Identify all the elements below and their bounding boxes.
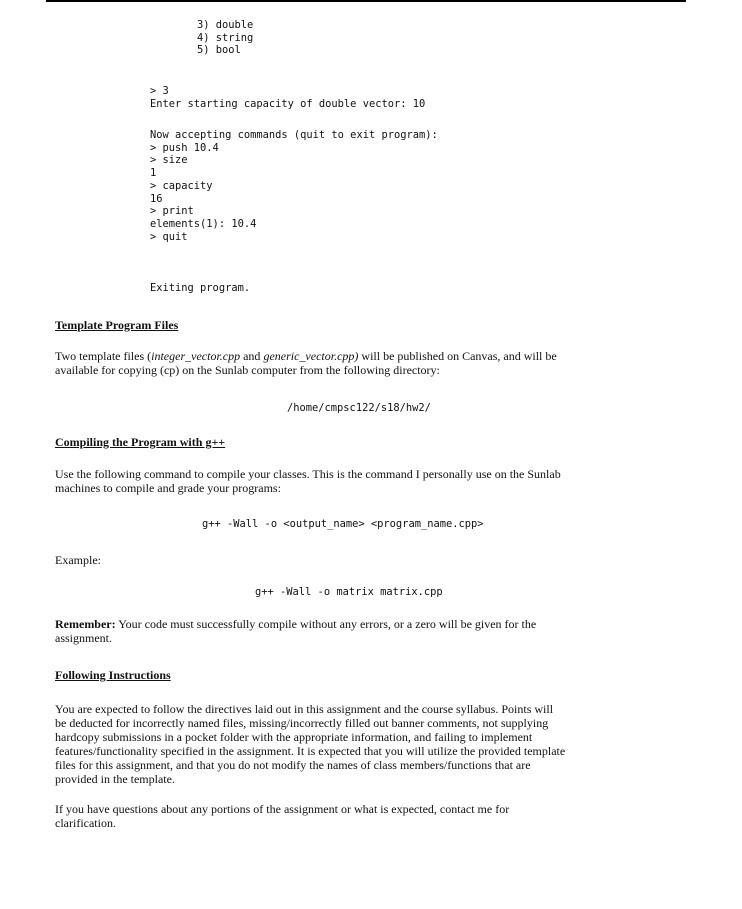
questions-line: If you have questions about any portions of the assignment or what is expected, contact me for [55, 802, 510, 816]
session-line: > quit [150, 230, 188, 243]
following-instructions-heading: Following Instructions [55, 668, 171, 682]
following-line: be deducted for incorrectly named files, missing/incorrectly filled out banner comments, not supplying [55, 716, 549, 730]
compiling-line1: Use the following command to compile your classes. This is the command I personally use on the Sunlab [55, 467, 561, 481]
option-string: 4) string [197, 31, 254, 44]
remember-label: Remember: [55, 617, 116, 631]
directory-path: /home/cmpsc122/s18/hw2/ [287, 402, 431, 414]
template-paragraph-line2: available for copying (cp) on the Sunlab computer from the following directory: [55, 363, 440, 377]
example-command: g++ -Wall -o matrix matrix.cpp [255, 586, 443, 598]
session-line: 1 [150, 167, 157, 180]
example-label: Example: [55, 553, 101, 567]
session-line: > capacity [150, 179, 213, 192]
command-session [150, 129, 438, 243]
questions-line: clarification. [55, 816, 116, 830]
template-paragraph-line1: Two template files (integer_vector.cpp and generic_vector.cpp) will be published on Canvas, and will be [55, 349, 557, 363]
console-transcript [150, 85, 425, 110]
generic-vector-file: generic_vector.cpp) [263, 349, 359, 363]
session-line: > print [150, 205, 194, 218]
following-line: features/functionality specified in the assignment. It is expected that you will utilize the provided template [55, 744, 566, 758]
exit-line: Exiting program. [150, 282, 251, 294]
template-files-paragraph [55, 349, 695, 377]
compiling-heading: Compiling the Program with g++ [55, 435, 226, 449]
integer-vector-file: integer_vector.cpp [151, 349, 241, 363]
session-line: > push 10.4 [150, 141, 219, 154]
compiling-paragraph [55, 467, 695, 495]
remember-line2: assignment. [55, 631, 112, 645]
top-rule [46, 0, 686, 2]
following-line: provided in the template. [55, 772, 175, 786]
following-line: You are expected to follow the directives laid out in this assignment and the course syllabus. Points will [55, 702, 554, 716]
session-line: elements(1): 10.4 [150, 217, 257, 230]
remember-note: Remember: Your code must successfully compile without any errors, or a zero will be given for the assignment. [55, 617, 695, 645]
session-line: 16 [150, 192, 163, 205]
following-line: files for this assignment, and that you do not modify the names of class members/functions that are [55, 758, 531, 772]
option-bool: 5) bool [197, 44, 241, 57]
type-input-line: > 3 [150, 85, 169, 97]
capacity-prompt-line: Enter starting capacity of double vector: 10 [150, 97, 426, 110]
type-options-list [197, 19, 253, 57]
template-files-heading: Template Program Files [55, 318, 179, 332]
option-double: 3) double [197, 19, 254, 31]
accepting-commands-line: Now accepting commands (quit to exit program): [150, 129, 438, 141]
compile-command: g++ -Wall -o <output_name> <program_name.cpp> [202, 518, 484, 530]
following-line: hardcopy submissions in a pocket folder with the appropriate information, and failing to implement [55, 730, 533, 744]
session-line: > size [150, 154, 188, 167]
following-paragraph [55, 702, 695, 786]
questions-paragraph [55, 802, 695, 830]
compiling-line2: machines to compile and grade your programs: [55, 481, 281, 495]
